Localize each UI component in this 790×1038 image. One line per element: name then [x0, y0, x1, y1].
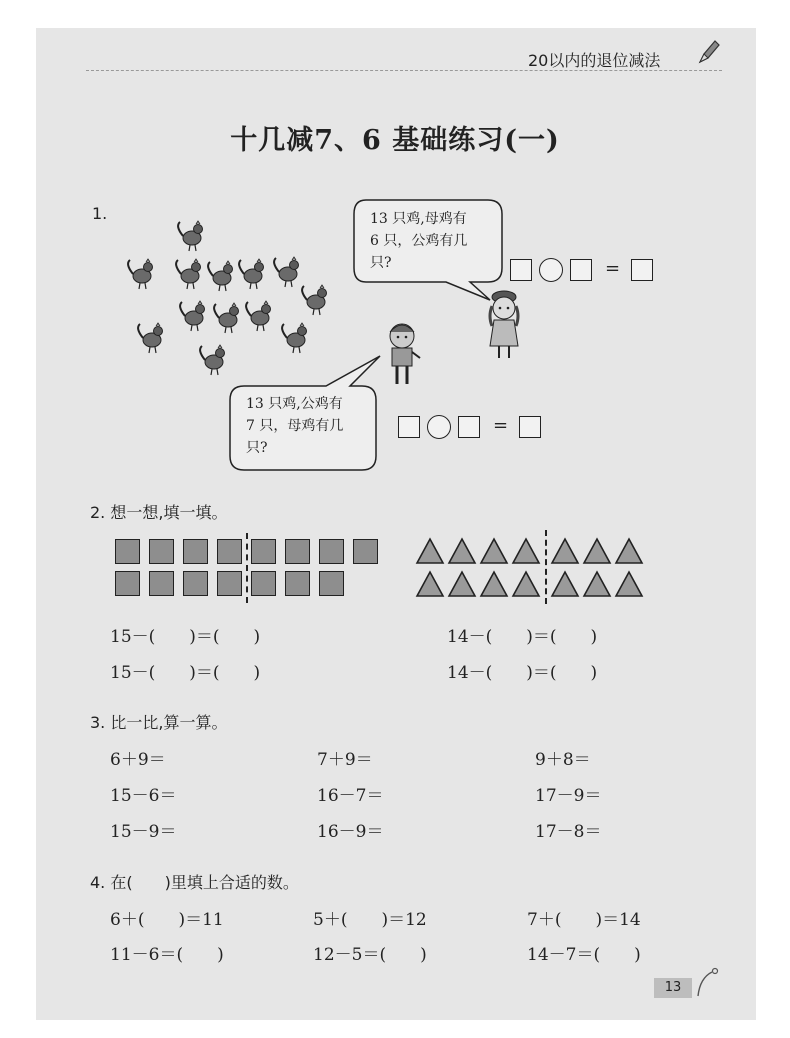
girl-bubble-line: 6 只，公鸡有几: [370, 233, 468, 249]
fill-equation[interactable]: 7＋( )＝14: [527, 910, 641, 930]
pencil-icon: [696, 38, 720, 66]
answer-box[interactable]: [510, 259, 532, 281]
question-4-label: 4. 在( )里填上合适的数。: [90, 873, 299, 892]
calc-item[interactable]: 17－8＝: [535, 822, 602, 842]
divider-dashed-line: [545, 530, 547, 604]
rooster-icon: [138, 323, 162, 353]
page-swoosh-icon: [694, 966, 720, 998]
calc-item[interactable]: 16－7＝: [317, 786, 384, 806]
fill-equation[interactable]: 14－( )＝( ): [447, 627, 598, 647]
triangle-shape: [417, 572, 443, 596]
question-1-number: 1.: [92, 204, 108, 223]
calc-item[interactable]: 6＋9＝: [110, 750, 166, 770]
question-3-label: 3. 比一比,算一算。: [90, 713, 228, 732]
question-2-label: 2. 想一想,填一填。: [90, 503, 228, 522]
square-shape: [115, 539, 140, 564]
calc-item[interactable]: 16－9＝: [317, 822, 384, 842]
hen-icon: [208, 261, 232, 291]
fill-equation[interactable]: 14－( )＝( ): [447, 663, 598, 683]
fill-equation[interactable]: 5＋( )＝12: [313, 910, 427, 930]
triangle-shape: [616, 572, 642, 596]
rooster-icon: [128, 259, 152, 289]
calc-item[interactable]: 15－9＝: [110, 822, 177, 842]
answer-box[interactable]: [519, 416, 541, 438]
fill-equation[interactable]: 6＋( )＝11: [110, 910, 224, 930]
triangle-shape: [584, 539, 610, 563]
hen-icon: [180, 301, 204, 331]
rooster-icon: [282, 323, 306, 353]
triangle-group: [414, 534, 650, 604]
triangle-shape: [616, 539, 642, 563]
boy-bubble-text: [246, 393, 343, 459]
calc-item[interactable]: 7＋9＝: [317, 750, 373, 770]
triangle-shape: [449, 572, 475, 596]
rooster-icon: [178, 221, 202, 251]
girl-bubble-line: 只?: [370, 255, 392, 271]
triangle-shape: [481, 539, 507, 563]
square-shape: [285, 539, 310, 564]
header-divider: [86, 70, 722, 71]
rooster-icon: [302, 285, 326, 315]
girl-icon: [484, 288, 524, 360]
boy-bubble-line: 13 只鸡,公鸡有: [246, 396, 343, 412]
page-title: 十几减7、6 基础练习(一): [230, 125, 560, 156]
square-shape: [183, 571, 208, 596]
triangle-shape: [513, 539, 539, 563]
page-number: 13: [654, 978, 692, 998]
square-shape: [319, 571, 344, 596]
hen-icon: [214, 303, 238, 333]
triangle-shape: [552, 572, 578, 596]
fill-equation[interactable]: 12－5＝( ): [313, 945, 427, 965]
square-shape: [285, 571, 310, 596]
triangle-shape: [513, 572, 539, 596]
rooster-icon: [274, 257, 298, 287]
boy-bubble-line: 只?: [246, 440, 268, 456]
operator-circle[interactable]: [539, 258, 563, 282]
boy-icon: [384, 322, 424, 386]
square-shape: [217, 571, 242, 596]
calc-item[interactable]: 9＋8＝: [535, 750, 591, 770]
triangle-shape: [584, 572, 610, 596]
answer-box[interactable]: [631, 259, 653, 281]
girl-bubble-text: [370, 208, 467, 274]
fill-equation[interactable]: 15－( )＝( ): [110, 663, 261, 683]
fill-equation[interactable]: 11－6＝( ): [110, 945, 224, 965]
answer-box[interactable]: [570, 259, 592, 281]
rooster-icon: [200, 345, 224, 375]
fill-equation[interactable]: 14－7＝( ): [527, 945, 641, 965]
equals-sign: =: [605, 258, 621, 279]
boy-bubble-line: 7 只，母鸡有几: [246, 418, 344, 434]
square-shape: [149, 539, 174, 564]
operator-circle[interactable]: [427, 415, 451, 439]
triangle-shape: [449, 539, 475, 563]
fill-equation[interactable]: 15－( )＝( ): [110, 627, 261, 647]
answer-box[interactable]: [398, 416, 420, 438]
square-shape: [353, 539, 378, 564]
answer-box[interactable]: [458, 416, 480, 438]
square-shape: [251, 539, 276, 564]
hen-icon: [239, 259, 263, 289]
square-shape: [115, 571, 140, 596]
equals-sign: =: [493, 415, 509, 436]
square-shape: [319, 539, 344, 564]
girl-bubble-line: 13 只鸡,母鸡有: [370, 211, 467, 227]
hen-icon: [246, 301, 270, 331]
square-shape: [149, 571, 174, 596]
chapter-title: 20以内的退位减法: [528, 51, 661, 70]
triangle-shape: [481, 572, 507, 596]
hen-icon: [176, 259, 200, 289]
square-shape: [251, 571, 276, 596]
triangle-shape: [552, 539, 578, 563]
divider-dashed-line: [246, 533, 248, 603]
square-shape: [183, 539, 208, 564]
calc-item[interactable]: 17－9＝: [535, 786, 602, 806]
triangle-shape: [417, 539, 443, 563]
square-shape: [217, 539, 242, 564]
calc-item[interactable]: 15－6＝: [110, 786, 177, 806]
